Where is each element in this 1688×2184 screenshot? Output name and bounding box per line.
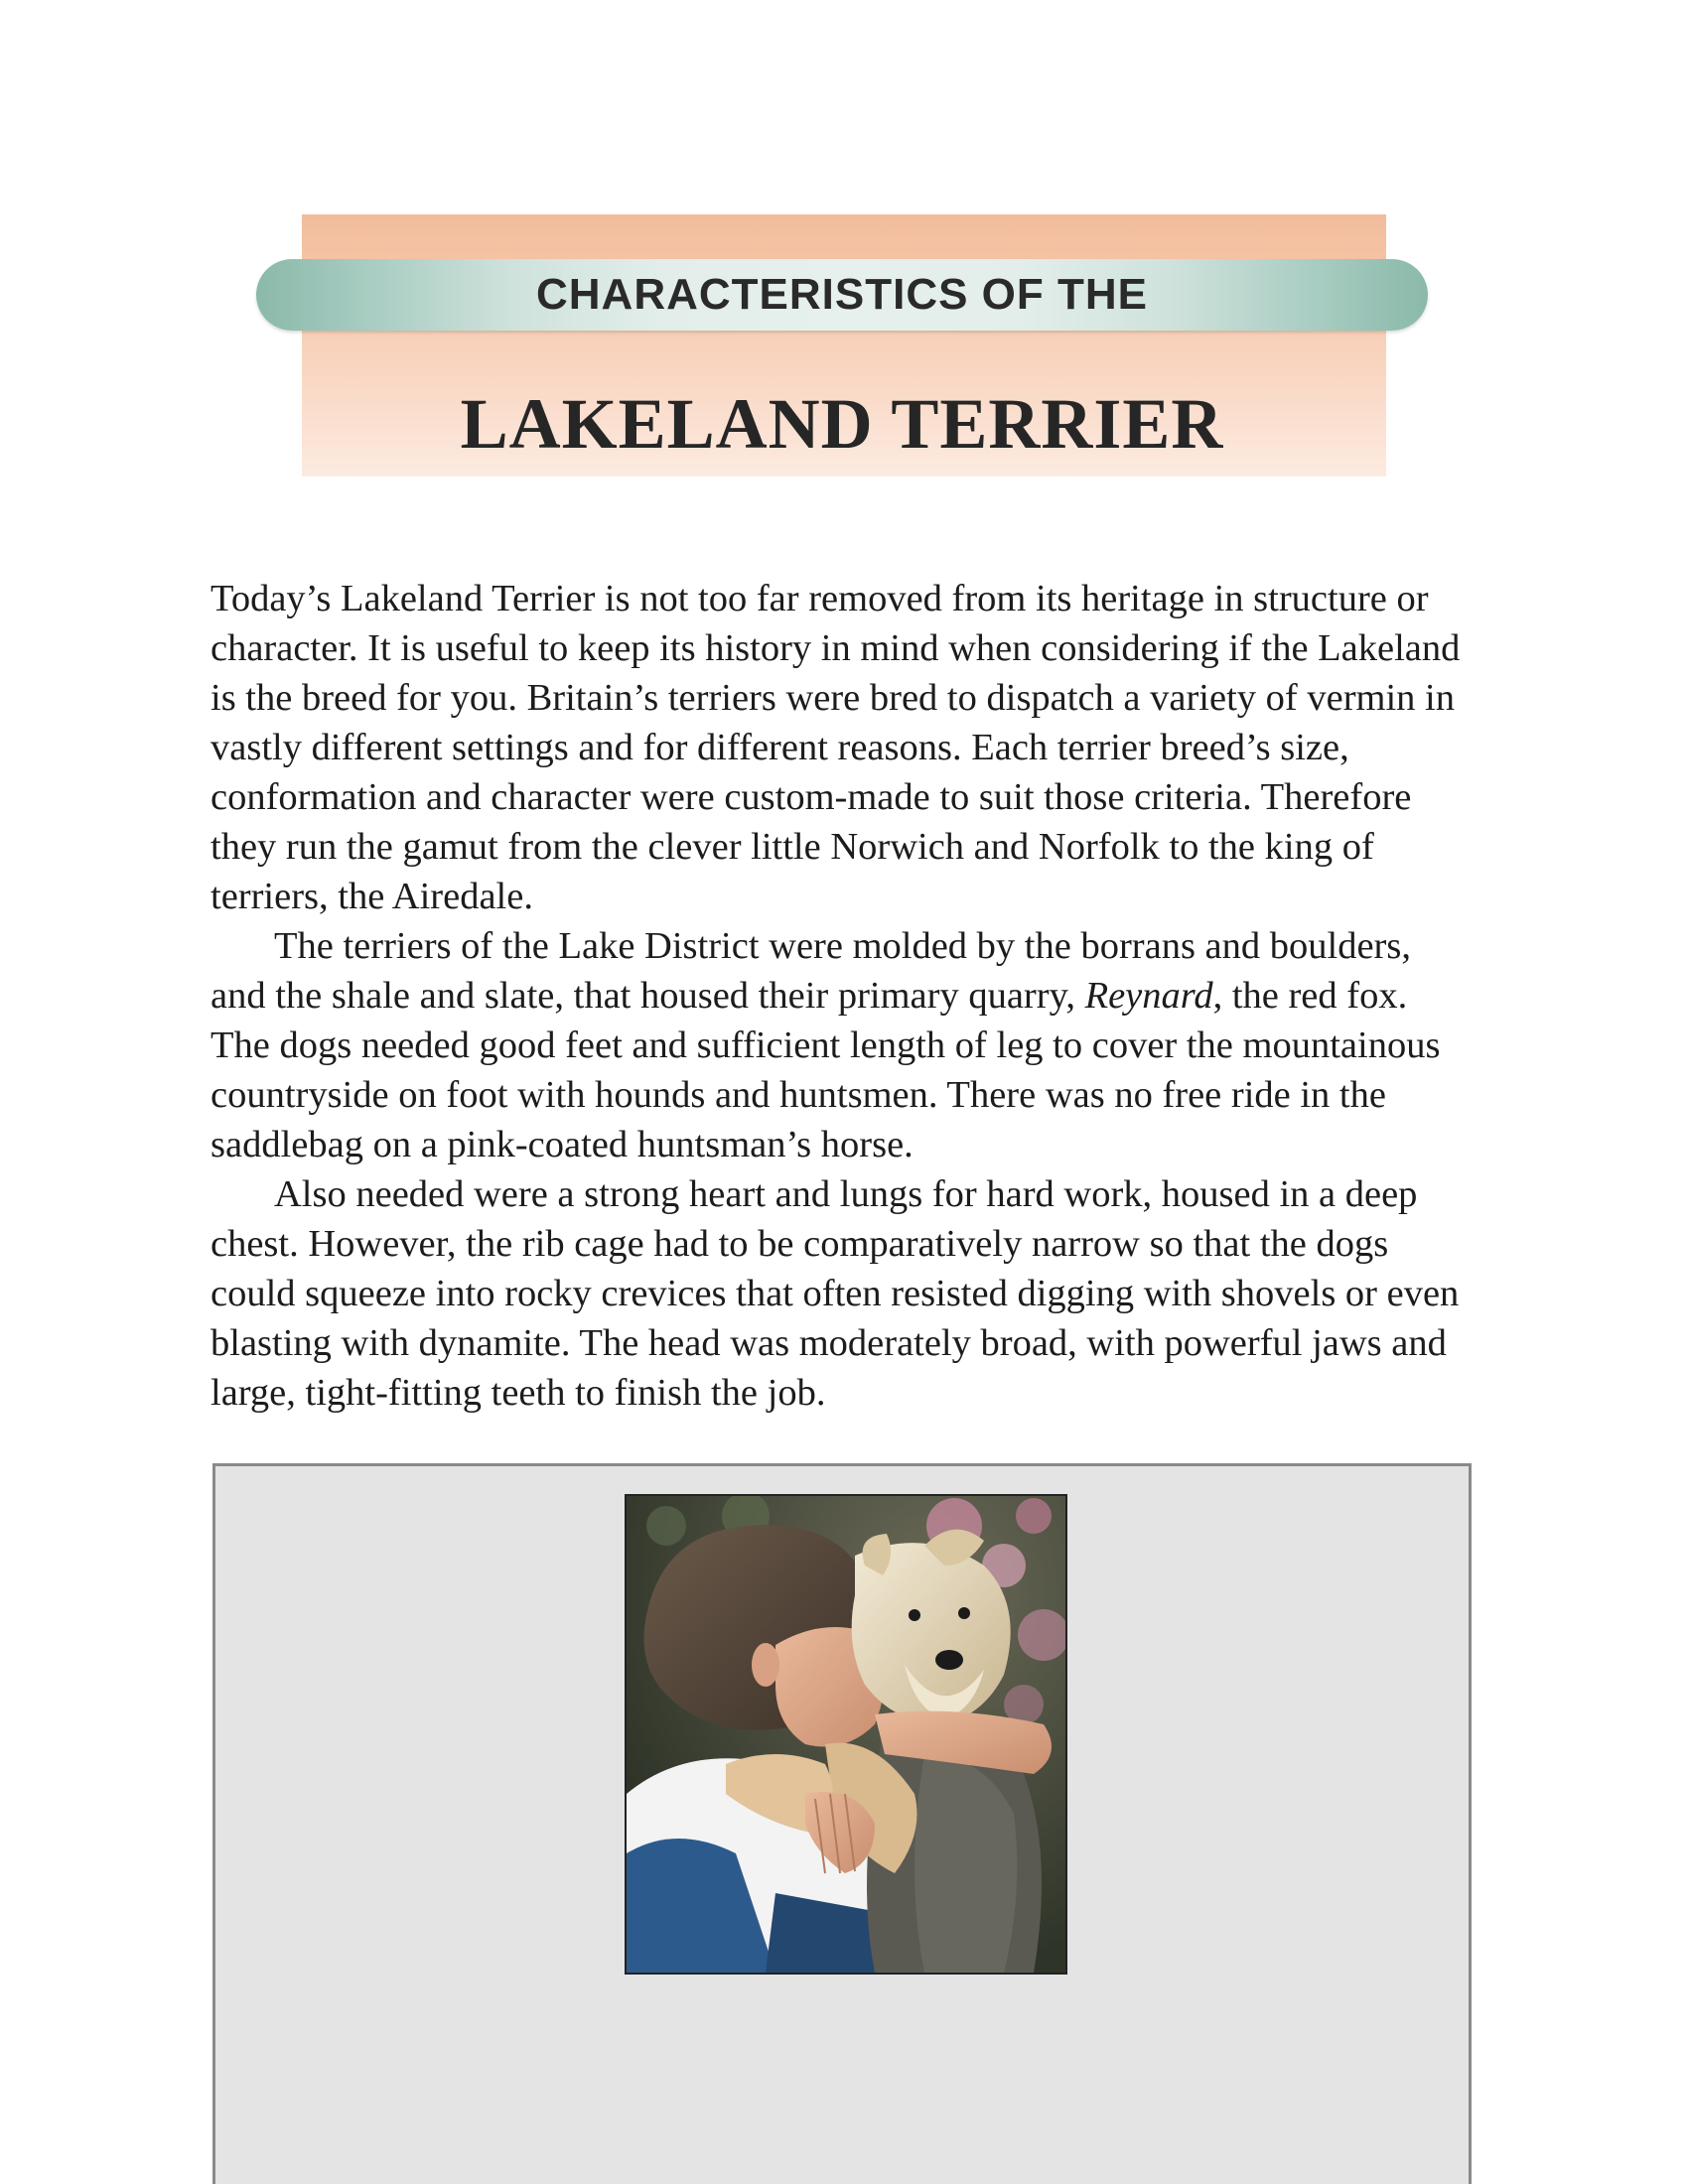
body-text (211, 574, 1472, 1418)
paragraph-2-end: , the red fox. The dogs needed good feet and sufficient length of leg to cover the mountainous countryside on foot with hounds and huntsmen. There was no free ride in the saddlebag on a pink-coated huntsman’s horse. (211, 975, 1441, 1165)
photo-box (212, 1463, 1472, 2184)
photo-illustration (627, 1496, 1065, 1973)
chapter-title-line2: LAKELAND TERRIER (460, 384, 1224, 464)
paragraph-1: Today’s Lakeland Terrier is not too far removed from its heritage in structure or character. It is useful to keep its history in mind when considering if the Lakeland is the breed for you. Britain’s terriers were bred to dispatch a variety of vermin in vastly different settings and for different reasons. Each terrier breed’s size, conformation and character were custom-made to suit those criteria. Therefore they run the gamut from the clever little Norwich and Norfolk to the king of terriers, the Airedale. (211, 578, 1461, 917)
title-banner (256, 214, 1428, 477)
paragraph-2-start: The terriers of the Lake District were molded by the borrans and boulders, and the shale and slate, that housed their primary quarry, (211, 925, 1411, 1017)
paragraph-2-italic: Reynard (1084, 975, 1213, 1017)
girl-hugging-terrier-photo (625, 1494, 1067, 1975)
paragraph-2 (211, 921, 1472, 1169)
paragraph-3: Also needed were a strong heart and lungs for hard work, housed in a deep chest. However, the rib cage had to be comparatively narrow so that the dogs could squeeze into rocky crevices that often resisted digging with shovels or even blasting with dynamite. The head was moderately broad, with powerful jaws and large, tight-fitting teeth to finish the job. (211, 1173, 1460, 1414)
chapter-title-line1: CHARACTERISTICS OF THE (536, 270, 1148, 319)
